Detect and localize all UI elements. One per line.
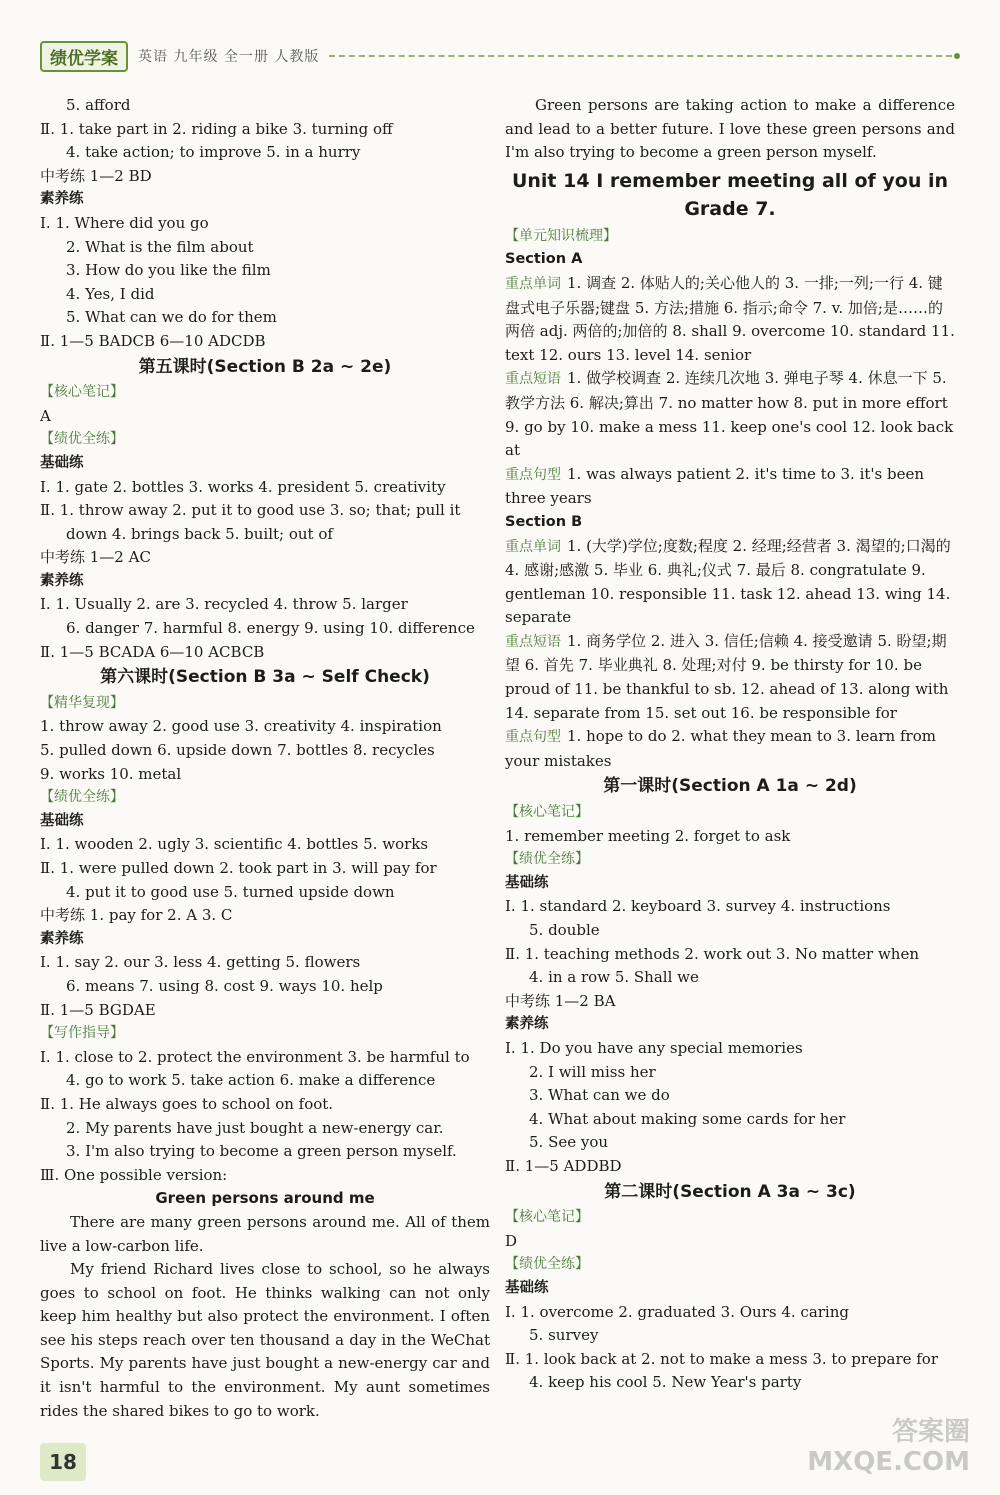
answer-line: 中考练 1—2 BD [40, 166, 152, 185]
answer-line: Ⅱ. 1—5 ADDBD [505, 1156, 622, 1175]
key-point-block [505, 535, 955, 630]
answer-line: Ⅱ. 1. take part in 2. riding a bike 3. turning off [40, 119, 393, 138]
key-point-block [505, 367, 955, 462]
essay-title: Green persons around me [155, 1189, 375, 1208]
answer-line: 中考练 1. pay for 2. A 3. C [40, 906, 233, 925]
key-point-label: 重点单词 [505, 275, 561, 292]
book-meta: 英语 九年级 全一册 人教版 [138, 49, 320, 65]
answer-line: 中考练 1—2 BA [505, 991, 616, 1010]
section-tag: 【绩优全练】 [40, 789, 124, 806]
exercise-heading: 素养练 [505, 1016, 549, 1033]
page-header [40, 42, 960, 70]
exercise-heading: 基础练 [40, 812, 84, 829]
lesson-title: 第六课时(Section B 3a ~ Self Check) [100, 667, 430, 688]
answer-line: 5. double [529, 921, 600, 939]
answer-line: Ⅱ. 1. teaching methods 2. work out 3. No matter when [505, 944, 919, 963]
answer-line: 4. in a row 5. Shall we [529, 968, 699, 987]
key-point-block [505, 272, 955, 367]
answer-line: 1. throw away 2. good use 3. creativity 4. inspiration [40, 717, 442, 736]
exercise-heading: Section B [505, 513, 583, 530]
lesson-title: 第二课时(Section A 3a ~ 3c) [604, 1181, 856, 1202]
key-point-block [505, 630, 955, 725]
section-tag: 【核心笔记】 [505, 804, 589, 821]
key-point-block [505, 463, 955, 511]
answer-line: 3. What can we do [529, 1086, 670, 1105]
answer-line: 6. means 7. using 8. cost 9. ways 10. help [66, 976, 383, 995]
exercise-heading: 素养练 [40, 572, 84, 589]
essay-paragraph: Green persons are taking action to make a difference and lead to a better future. I love these green persons and I'm also trying to become a green person myself. [505, 96, 955, 162]
unit-title: Unit 14 I remember meeting all of you in Grade 7. [511, 169, 949, 220]
answer-line: 4. take action; to improve 5. in a hurry [66, 143, 361, 162]
answer-line: Ⅰ. 1. Usually 2. are 3. recycled 4. throw 5. larger [40, 595, 408, 614]
answer-line: D [505, 1231, 518, 1250]
key-point-label: 重点句型 [505, 729, 561, 746]
answer-line: Ⅱ. 1. He always goes to school on foot. [40, 1094, 334, 1113]
exercise-heading: 素养练 [40, 930, 84, 947]
answer-line: 3. I'm also trying to become a green person myself. [66, 1142, 457, 1161]
key-point-label: 重点短语 [505, 633, 561, 650]
exercise-heading: 素养练 [40, 191, 84, 208]
answer-line: 5. pulled down 6. upside down 7. bottles 8. recycles [40, 741, 435, 760]
answer-line: 3. How do you like the film [66, 261, 271, 280]
answer-line: 4. keep his cool 5. New Year's party [529, 1373, 802, 1392]
essay-paragraph: My friend Richard lives close to school, so he always goes to school on foot. He thinks walking can not only keep him healthy but also protect the environment. I often see his steps reach over ten thousand a day in the WeChat Sports. My parents have just bought a new-energy car and it isn't harmful to the environment. My aunt sometimes rides the shared bikes to go to work. [40, 1260, 490, 1420]
key-point-text: 1. 做学校调查 2. 连续几次地 3. 弹电子琴 4. 休息一下 5. 教学方法 6. 解决;算出 7. no matter how 8. put in more effort 9. go by 10. make a mess 11. keep one's cool 12. look back at [505, 369, 954, 460]
essay-paragraph: There are many green persons around me. All of them live a low-carbon life. [40, 1212, 490, 1255]
answer-line: Ⅰ. 1. wooden 2. ugly 3. scientific 4. bottles 5. works [40, 835, 429, 854]
section-tag: 【绩优全练】 [505, 851, 589, 868]
lesson-title: 第一课时(Section A 1a ~ 2d) [603, 776, 857, 797]
answer-line: Ⅲ. One possible version: [40, 1165, 228, 1184]
brand-badge: 绩优学案 [40, 41, 128, 72]
section-tag: 【单元知识梳理】 [505, 227, 617, 244]
answer-line: 2. I will miss her [529, 1062, 656, 1081]
answer-line: Ⅰ. 1. say 2. our 3. less 4. getting 5. flowers [40, 953, 361, 972]
answer-line: 2. What is the film about [66, 237, 254, 256]
right-column [505, 94, 955, 1395]
answer-line: 6. danger 7. harmful 8. energy 9. using 10. difference [66, 619, 475, 638]
answer-line: down 4. brings back 5. built; out of [66, 524, 333, 543]
answer-line: 4. put it to good use 5. turned upside down [66, 882, 395, 901]
section-tag: 【绩优全练】 [505, 1256, 589, 1273]
answer-line: 4. What about making some cards for her [529, 1109, 846, 1128]
exercise-heading: 基础练 [505, 874, 549, 891]
watermark-logo [807, 1417, 970, 1477]
answer-line: A [40, 406, 51, 425]
answer-line: 5. See you [529, 1133, 609, 1152]
key-point-text: 1. 商务学位 2. 进入 3. 信任;信赖 4. 接受邀请 5. 盼望;期望 6. 首先 7. 毕业典礼 8. 处理;对付 9. be thirsty for 10. be proud of 11. be thankful to sb. 12. ahead of 13. along with 14. separate from 15. set out 16. be responsible for [505, 631, 949, 722]
lesson-title: 第五课时(Section B 2a ~ 2e) [138, 356, 392, 377]
answer-line: 5. survey [529, 1326, 599, 1345]
answer-line: Ⅱ. 1—5 BADCB 6—10 ADCDB [40, 331, 266, 350]
section-tag: 【写作指导】 [40, 1025, 124, 1042]
answer-line: 9. works 10. metal [40, 764, 182, 783]
key-point-label: 重点短语 [505, 371, 561, 388]
key-point-label: 重点句型 [505, 466, 561, 483]
key-point-text: 1. 调查 2. 体贴人的;关心他人的 3. 一排;一列;一行 4. 键盘式电子乐器;键盘 5. 方法;措施 6. 指示;命令 7. v. 加倍;是……的两倍 adj. 两倍的;加倍的 8. shall 9. overcome 10. standard 11. text 12. ours 13. level 14. senior [505, 273, 955, 364]
answer-line: 5. afford [66, 96, 131, 114]
answer-line: 4. go to work 5. take action 6. make a difference [66, 1071, 436, 1090]
page-number: 18 [40, 1443, 86, 1481]
answer-line: Ⅱ. 1. look back at 2. not to make a mess 3. to prepare for [505, 1349, 939, 1368]
answer-line: 2. My parents have just bought a new-energy car. [66, 1118, 444, 1137]
answer-line: Ⅰ. 1. Do you have any special memories [505, 1038, 803, 1057]
exercise-heading: 基础练 [40, 454, 84, 471]
answer-line: 1. remember meeting 2. forget to ask [505, 826, 791, 845]
answer-line: Ⅱ. 1—5 BCADA 6—10 ACBCB [40, 642, 265, 661]
key-point-text: 1. hope to do 2. what they mean to 3. learn from your mistakes [505, 727, 936, 770]
watermark-line1: 答案圈 [891, 1417, 970, 1447]
section-tag: 【精华复现】 [40, 694, 124, 711]
answer-line: Ⅰ. 1. gate 2. bottles 3. works 4. president 5. creativity [40, 477, 446, 496]
exercise-heading: Section A [505, 251, 583, 268]
key-point-text: 1. (大学)学位;度数;程度 2. 经理;经营者 3. 渴望的;口渴的 4. 感谢;感激 5. 毕业 6. 典礼;仪式 7. 最后 8. congratulate 9. gentleman 10. responsible 11. task 12. ahead 13. wing 14. separate [505, 536, 951, 627]
answer-line: 中考练 1—2 AC [40, 548, 151, 567]
header-dot [954, 53, 960, 59]
answer-line: 4. Yes, I did [66, 284, 155, 303]
answer-line: Ⅰ. 1. close to 2. protect the environment 3. be harmful to [40, 1047, 470, 1066]
answer-line: Ⅱ. 1—5 BGDAE [40, 1000, 156, 1019]
answer-line: Ⅱ. 1. were pulled down 2. took part in 3. will pay for [40, 859, 437, 877]
key-point-label: 重点单词 [505, 538, 561, 555]
key-point-text: 1. was always patient 2. it's time to 3. it's been three years [505, 464, 925, 508]
section-tag: 【核心笔记】 [505, 1209, 589, 1226]
answer-line: 5. What can we do for them [66, 308, 277, 327]
answer-line: Ⅰ. 1. overcome 2. graduated 3. Ours 4. caring [505, 1302, 849, 1321]
answer-line: Ⅰ. 1. Where did you go [40, 213, 209, 232]
left-column [40, 94, 490, 1423]
exercise-heading: 基础练 [505, 1279, 549, 1296]
watermark-line2: MXQE.COM [807, 1447, 970, 1477]
header-divider [329, 55, 952, 57]
answer-line: Ⅰ. 1. standard 2. keyboard 3. survey 4. instructions [505, 897, 891, 916]
section-tag: 【核心笔记】 [40, 384, 124, 401]
section-tag: 【绩优全练】 [40, 431, 124, 448]
answer-line: Ⅱ. 1. throw away 2. put it to good use 3. so; that; pull it [40, 501, 461, 520]
key-point-block [505, 725, 955, 773]
